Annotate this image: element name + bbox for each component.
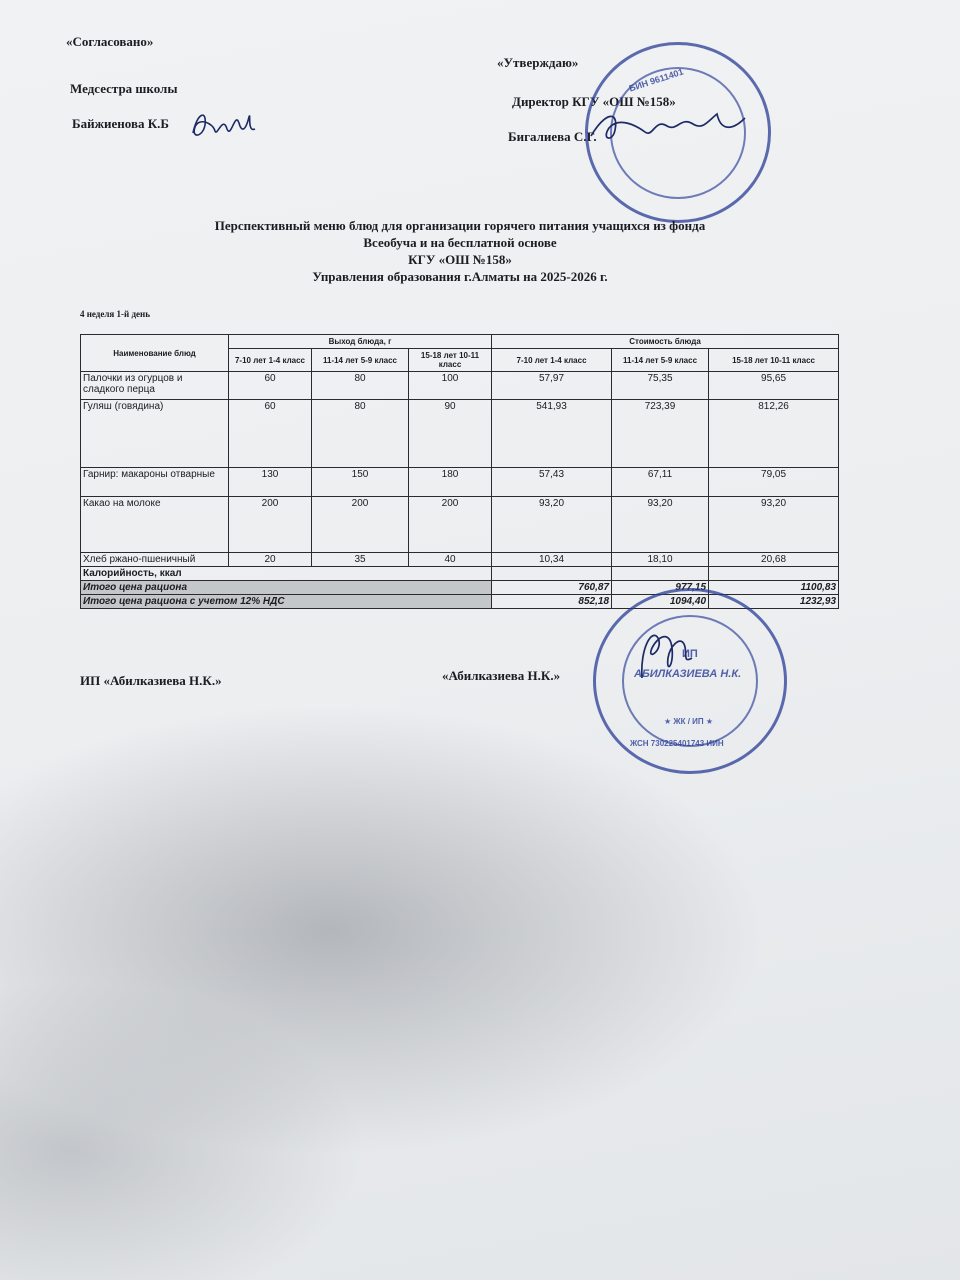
subheader-cost-15-18: 15-18 лет 10-11 класс: [709, 349, 839, 372]
dish-name: Гуляш (говядина): [81, 400, 229, 468]
cell-cost-11-14: 93,20: [612, 497, 709, 553]
cell-cost-7-10: 10,34: [492, 553, 612, 567]
total-vat-15-18: 1232,93: [709, 595, 839, 609]
cell-out-11-14: 150: [312, 468, 409, 497]
cell-cost-15-18: 20,68: [709, 553, 839, 567]
cell-cost-11-14: 67,11: [612, 468, 709, 497]
table-row: [81, 372, 839, 400]
cell-out-15-18: 100: [409, 372, 492, 400]
cell-out-11-14: 200: [312, 497, 409, 553]
approval-right-name: Бигалиева С.Г.: [508, 129, 597, 144]
cell-out-15-18: 180: [409, 468, 492, 497]
total-11-14: 977,15: [612, 581, 709, 595]
total-vat-11-14: 1094,40: [612, 595, 709, 609]
table-row: [81, 553, 839, 567]
school-stamp-bin: БИН 9611401: [627, 66, 685, 94]
cell-out-15-18: 40: [409, 553, 492, 567]
cell-out-7-10: 60: [229, 372, 312, 400]
total-vat-7-10: 852,18: [492, 595, 612, 609]
approval-left-title: «Согласовано»: [66, 34, 154, 49]
menu-table: [80, 334, 839, 609]
total-label: Итого цена рациона: [81, 581, 492, 595]
subheader-output-7-10: 7-10 лет 1-4 класс: [229, 349, 312, 372]
cell-out-11-14: 80: [312, 400, 409, 468]
header-output: Выход блюда, г: [229, 335, 492, 349]
cell-cost-11-14: 18,10: [612, 553, 709, 567]
header-cost: Стоимость блюда: [492, 335, 839, 349]
cell-cost-7-10: 93,20: [492, 497, 612, 553]
dish-name: Палочки из огурцов и сладкого перца: [81, 372, 229, 400]
cell-out-11-14: 35: [312, 553, 409, 567]
total-vat-label: Итого цена рациона с учетом 12% НДС: [81, 595, 492, 609]
table-row: [81, 497, 839, 553]
approval-left-position: Медсестра школы: [70, 81, 178, 96]
cell-cost-7-10: 541,93: [492, 400, 612, 468]
title-line-1: Перспективный меню блюд для организации горячего питания учащихся из фонда: [214, 218, 706, 233]
title-line-3: КГУ «ОШ №158»: [408, 252, 512, 267]
subheader-cost-11-14: 11-14 лет 5-9 класс: [612, 349, 709, 372]
dish-name: Хлеб ржано-пшеничный: [81, 553, 229, 567]
calories-row: [81, 567, 839, 581]
total-15-18: 1100,83: [709, 581, 839, 595]
approval-left-name: Байжиенова К.Б: [72, 116, 169, 131]
supplier-left: ИП «Абилказиева Н.К.»: [80, 673, 222, 688]
total-row: [81, 581, 839, 595]
cell-out-15-18: 90: [409, 400, 492, 468]
cell-cost-15-18: 95,65: [709, 372, 839, 400]
cell-cost-7-10: 57,97: [492, 372, 612, 400]
supplier-signature: [622, 618, 712, 693]
document-title: [180, 217, 740, 285]
dish-name: Гарнир: макароны отварные: [81, 468, 229, 497]
table-row: [81, 400, 839, 468]
cell-cost-15-18: 812,26: [709, 400, 839, 468]
cell-out-7-10: 60: [229, 400, 312, 468]
approval-right-title: «Утверждаю»: [497, 55, 579, 70]
week-day-label: 4 неделя 1-й день: [80, 309, 150, 319]
title-line-4: Управления образования г.Алматы на 2025-2026 г.: [312, 269, 608, 284]
approval-right-position: Директор КГУ «ОШ №158»: [512, 94, 676, 109]
stamp-type: ★ ЖК / ИП ★: [664, 717, 714, 726]
cell-cost-15-18: 93,20: [709, 497, 839, 553]
cell-cost-11-14: 723,39: [612, 400, 709, 468]
cell-out-7-10: 200: [229, 497, 312, 553]
nurse-signature: [185, 103, 265, 145]
cell-cost-7-10: 57,43: [492, 468, 612, 497]
stamp-ip-label: ИП: [682, 648, 698, 660]
cell-out-7-10: 20: [229, 553, 312, 567]
cell-out-11-14: 80: [312, 372, 409, 400]
cell-cost-11-14: 75,35: [612, 372, 709, 400]
calories-label: Калорийность, ккал: [81, 567, 492, 581]
supplier-right: «Абилказиева Н.К.»: [442, 668, 561, 683]
header-dish-name: Наименование блюд: [81, 335, 229, 372]
cell-out-7-10: 130: [229, 468, 312, 497]
stamp-name: АБИЛКАЗИЕВА Н.К.: [634, 668, 742, 680]
stamp-iin: ЖСН 730225401743 ИИН: [630, 739, 724, 748]
subheader-output-15-18: 15-18 лет 10-11 класс: [409, 349, 492, 372]
subheader-cost-7-10: 7-10 лет 1-4 класс: [492, 349, 612, 372]
subheader-output-11-14: 11-14 лет 5-9 класс: [312, 349, 409, 372]
director-signature: [585, 102, 755, 152]
total-7-10: 760,87: [492, 581, 612, 595]
dish-name: Какао на молоке: [81, 497, 229, 553]
cell-cost-15-18: 79,05: [709, 468, 839, 497]
table-row: [81, 468, 839, 497]
title-line-2: Всеобуча и на бесплатной основе: [363, 235, 557, 250]
cell-out-15-18: 200: [409, 497, 492, 553]
